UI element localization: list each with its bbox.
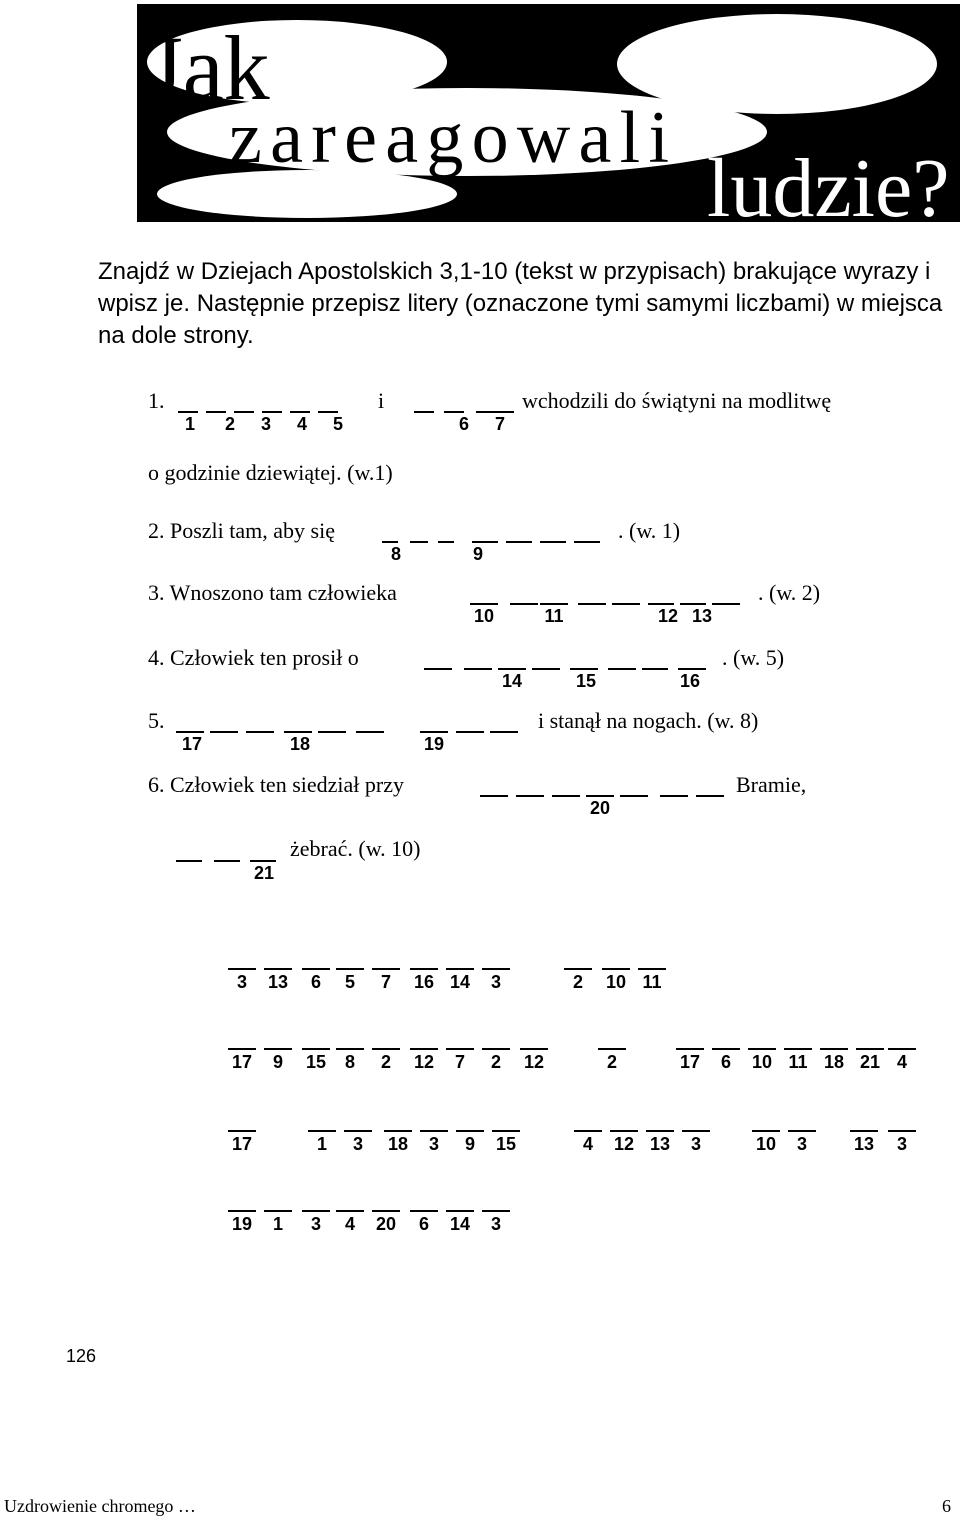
answer-slot-line: [308, 1130, 336, 1132]
letter-number: 6: [458, 414, 469, 434]
answer-slot-number: 3: [490, 1214, 501, 1234]
answer-slot-number: 12: [413, 1052, 435, 1072]
answer-blank: [414, 411, 434, 413]
answer-slot-number: 2: [380, 1052, 391, 1072]
q3-before: 3. Wnoszono tam człowieka: [148, 580, 397, 605]
answer-blank: [206, 411, 226, 413]
answer-slot-number: 14: [449, 1214, 471, 1234]
answer-slot-number: 15: [495, 1134, 517, 1154]
letter-number: 19: [423, 734, 445, 754]
answer-blank: [318, 411, 338, 413]
answer-slot-number: 16: [413, 972, 435, 992]
q1-mid: i: [378, 388, 385, 413]
answer-blank: [586, 795, 614, 797]
footer-page: 6: [942, 1496, 951, 1516]
answer-slot-line: [336, 968, 364, 970]
banner-line1: Jak: [147, 17, 270, 119]
letter-number: 20: [589, 798, 611, 818]
answer-slot-line: [574, 1130, 602, 1132]
answer-blank: [642, 668, 668, 670]
answer-blank: [552, 795, 580, 797]
answer-slot-number: 10: [605, 972, 627, 992]
answer-slot-number: 10: [751, 1052, 773, 1072]
title-graphic: [137, 4, 960, 222]
answer-blank: [490, 731, 518, 733]
instructions: Znajdź w Dziejach Apostolskich 3,1-10 (tekst w przypisach) brakujące wyrazy i wpisz je. Następnie przepisz litery (oznaczone tymi samymi liczbami) w miejsca na dole strony.: [98, 258, 943, 349]
answer-blank: [510, 603, 538, 605]
answer-slot-line: [456, 1130, 484, 1132]
answer-slot-line: [446, 1048, 474, 1050]
answer-blank: [678, 668, 706, 670]
answer-slot-number: 1: [316, 1134, 327, 1154]
answer-slot-number: 3: [236, 972, 247, 992]
q6-before: 6. Człowiek ten siedział przy: [148, 772, 404, 797]
letter-number: 9: [472, 544, 483, 564]
answer-slot-line: [712, 1048, 740, 1050]
answer-slot-line: [420, 1130, 448, 1132]
answer-blank: [680, 603, 706, 605]
answer-slot-number: 20: [375, 1214, 397, 1234]
answer-blank: [318, 731, 346, 733]
answer-slot-number: 6: [418, 1214, 429, 1234]
answer-slot-line: [372, 1048, 400, 1050]
answer-slot-line: [784, 1048, 812, 1050]
answer-slot-number: 1: [272, 1214, 283, 1234]
answer-slot-line: [850, 1130, 878, 1132]
letter-number: 1: [184, 414, 195, 434]
answer-blank: [234, 411, 254, 413]
answer-slot-number: 14: [449, 972, 471, 992]
answer-blank: [476, 411, 514, 413]
answer-slot-line: [372, 1210, 400, 1212]
answer-slot-line: [446, 1210, 474, 1212]
answer-slot-line: [228, 1210, 256, 1212]
answer-slot-line: [610, 1130, 638, 1132]
banner-line3: ludzie?: [707, 142, 950, 222]
answer-slot-number: 8: [344, 1052, 355, 1072]
answer-blank: [696, 795, 724, 797]
answer-blank: [574, 541, 600, 543]
answer-slot-number: 5: [344, 972, 355, 992]
answer-slot-line: [410, 1048, 438, 1050]
answer-blank: [540, 541, 566, 543]
letter-number: 4: [296, 414, 307, 434]
answer-blank: [176, 731, 204, 733]
letter-number: 10: [473, 606, 495, 626]
answer-slot-number: 3: [690, 1134, 701, 1154]
answer-slot-number: 2: [606, 1052, 617, 1072]
answer-slot-number: 17: [679, 1052, 701, 1072]
answer-blank: [424, 668, 452, 670]
banner-line2: zareagowali: [229, 97, 669, 179]
answer-slot-line: [410, 968, 438, 970]
answer-slot-number: 3: [490, 972, 501, 992]
answer-slot-number: 19: [231, 1214, 253, 1234]
answer-slot-line: [384, 1130, 412, 1132]
answer-slot-number: 3: [796, 1134, 807, 1154]
answer-blank: [648, 603, 674, 605]
answer-slot-number: 7: [454, 1052, 465, 1072]
answer-slot-number: 4: [896, 1052, 907, 1072]
answer-slot-number: 3: [310, 1214, 321, 1234]
answer-slot-line: [264, 968, 292, 970]
q6-line2: żebrać. (w. 10): [290, 836, 421, 861]
answer-blank: [578, 603, 606, 605]
answer-blank: [438, 541, 454, 543]
answer-slot-line: [264, 1210, 292, 1212]
answer-slot-line: [564, 968, 592, 970]
answer-slot-line: [264, 1048, 292, 1050]
answer-blank: [356, 731, 384, 733]
answer-slot-number: 17: [231, 1134, 253, 1154]
answer-blank: [456, 731, 484, 733]
answer-blank: [444, 411, 464, 413]
answer-blank: [712, 603, 740, 605]
answer-blank: [246, 731, 274, 733]
letter-number: 12: [657, 606, 679, 626]
answer-blank: [620, 795, 648, 797]
footer-title: Uzdrowienie chromego …: [4, 1496, 196, 1516]
answer-blank: [470, 603, 498, 605]
answer-blank: [210, 731, 238, 733]
answer-slot-number: 3: [352, 1134, 363, 1154]
answer-slot-line: [888, 1048, 916, 1050]
answer-slot-line: [676, 1048, 704, 1050]
q2-before: 2. Poszli tam, aby się: [148, 518, 335, 543]
answer-slot-number: 6: [310, 972, 321, 992]
answer-blank: [176, 860, 202, 862]
answer-blank: [262, 411, 282, 413]
answer-slot-line: [520, 1048, 548, 1050]
letter-number: 17: [181, 734, 203, 754]
answer-slot-line: [336, 1210, 364, 1212]
letter-number: 14: [501, 671, 523, 691]
answer-blank: [382, 541, 398, 543]
letter-number: 13: [691, 606, 713, 626]
answer-slot-number: 6: [720, 1052, 731, 1072]
answer-slot-line: [482, 1048, 510, 1050]
answer-slot-line: [344, 1130, 372, 1132]
q1-after: wchodzili do świątyni na modlitwę: [522, 388, 832, 413]
q2-after: . (w. 1): [618, 518, 681, 543]
answer-slot-number: 15: [305, 1052, 327, 1072]
answer-blank: [612, 603, 640, 605]
q4-after: . (w. 5): [722, 645, 785, 670]
answer-blank: [420, 731, 448, 733]
answer-slot-number: 21: [859, 1052, 881, 1072]
answer-slot-line: [788, 1130, 816, 1132]
answer-blank: [608, 668, 636, 670]
q3-after: . (w. 2): [758, 580, 821, 605]
answer-blank: [570, 668, 598, 670]
answer-blank: [532, 668, 560, 670]
answer-blank: [480, 795, 508, 797]
answer-slot-line: [372, 968, 400, 970]
answer-slot-line: [228, 968, 256, 970]
q5-number: 5.: [148, 708, 165, 733]
q4-before: 4. Człowiek ten prosił o: [148, 645, 359, 670]
answer-slot-number: 2: [490, 1052, 501, 1072]
answer-blank: [250, 860, 276, 862]
letter-number: 16: [679, 671, 701, 691]
answer-blank: [498, 668, 526, 670]
answer-slot-number: 2: [572, 972, 583, 992]
answer-blank: [290, 411, 310, 413]
answer-slot-number: 3: [428, 1134, 439, 1154]
letter-number: 8: [390, 544, 401, 564]
answer-blank: [464, 668, 492, 670]
q5-after: i stanął na nogach. (w. 8): [538, 708, 759, 733]
q1-number: 1.: [148, 388, 165, 413]
title-banner: [137, 4, 960, 222]
answer-slot-line: [410, 1210, 438, 1212]
answer-slot-line: [482, 968, 510, 970]
letter-number: 7: [494, 414, 505, 434]
answer-slot-number: 11: [642, 972, 662, 992]
answer-slot-line: [302, 1210, 330, 1212]
answer-slot-number: 11: [788, 1052, 808, 1072]
answer-slot-line: [748, 1048, 776, 1050]
letter-number: 15: [575, 671, 597, 691]
answer-slot-number: 13: [853, 1134, 875, 1154]
answer-blank: [410, 541, 428, 543]
answer-blank: [660, 795, 688, 797]
answer-slot-number: 4: [344, 1214, 355, 1234]
answer-slot-line: [646, 1130, 674, 1132]
answer-slot-number: 10: [755, 1134, 777, 1154]
answer-blank: [178, 411, 198, 413]
answer-slot-line: [752, 1130, 780, 1132]
answer-slot-line: [888, 1130, 916, 1132]
answer-slot-number: 12: [523, 1052, 545, 1072]
answer-slot-number: 9: [272, 1052, 283, 1072]
answer-slot-line: [820, 1048, 848, 1050]
letter-number: 2: [224, 414, 235, 434]
answer-slot-line: [482, 1210, 510, 1212]
answer-slot-line: [638, 968, 666, 970]
letter-number: 18: [289, 734, 311, 754]
answer-slot-number: 9: [464, 1134, 475, 1154]
answer-slot-number: 18: [823, 1052, 845, 1072]
answer-slot-number: 18: [387, 1134, 409, 1154]
answer-blank: [506, 541, 532, 543]
q6-after: Bramie,: [736, 772, 807, 797]
answer-slot-number: 13: [649, 1134, 671, 1154]
letter-number: 11: [544, 606, 564, 626]
q1-line2: o godzinie dziewiątej. (w.1): [148, 460, 393, 485]
answer-slot-number: 4: [582, 1134, 593, 1154]
answer-slot-number: 12: [613, 1134, 635, 1154]
answer-slot-line: [856, 1048, 884, 1050]
answer-slot-line: [598, 1048, 626, 1050]
answer-slot-line: [302, 1048, 330, 1050]
letter-number: 5: [332, 414, 343, 434]
answer-slot-line: [228, 1048, 256, 1050]
answer-slot-number: 17: [231, 1052, 253, 1072]
answer-slot-number: 13: [267, 972, 289, 992]
letter-number: 21: [253, 863, 275, 883]
answer-blank: [540, 603, 568, 605]
answer-slot-line: [446, 968, 474, 970]
answer-slot-line: [336, 1048, 364, 1050]
answer-slot-line: [302, 968, 330, 970]
answer-slot-number: 3: [896, 1134, 907, 1154]
answer-slot-number: 7: [380, 972, 391, 992]
answer-slot-line: [682, 1130, 710, 1132]
answer-slot-line: [228, 1130, 256, 1132]
letter-number: 3: [260, 414, 271, 434]
answer-blank: [284, 731, 312, 733]
page-number: 126: [66, 1346, 97, 1366]
answer-slot-line: [492, 1130, 520, 1132]
answer-blank: [214, 860, 240, 862]
answer-blank: [472, 541, 498, 543]
answer-slot-line: [602, 968, 630, 970]
answer-blank: [516, 795, 544, 797]
